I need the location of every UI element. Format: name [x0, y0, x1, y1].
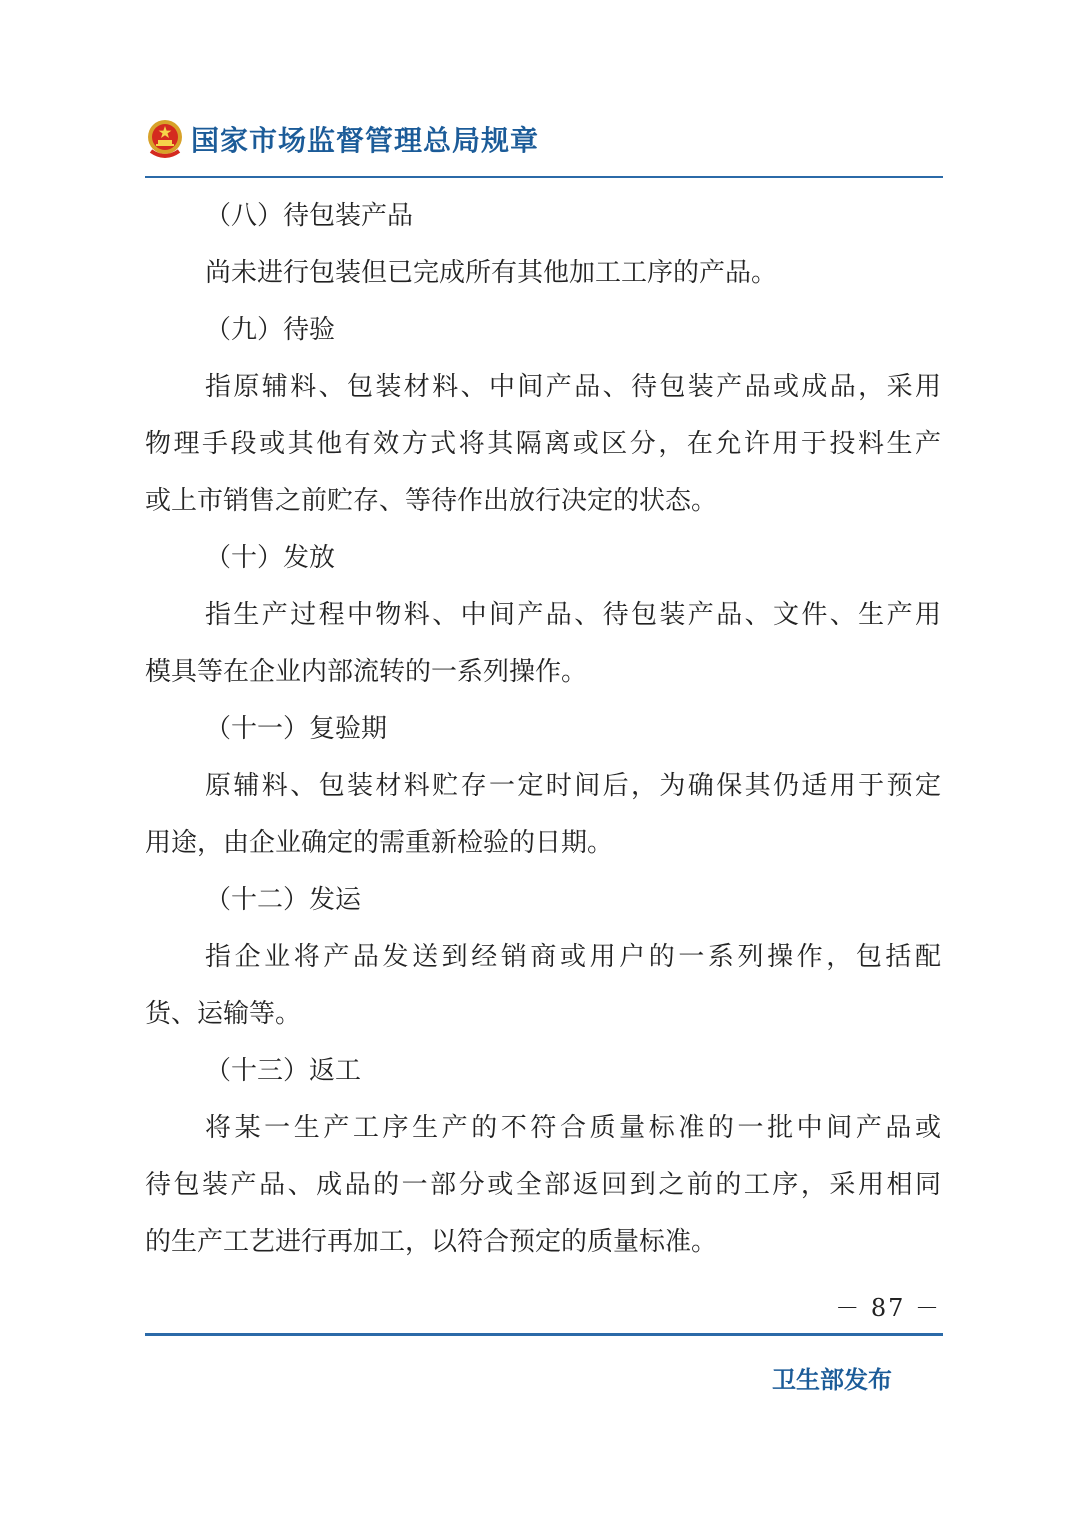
paragraph-line: 原辅料、包装材料贮存一定时间后，为确保其仍适用于预定 — [205, 771, 941, 801]
document-body — [145, 188, 941, 1271]
section-heading: （十一）复验期 — [205, 714, 388, 744]
footer-divider — [145, 1333, 943, 1336]
paragraph-line: 指企业将产品发送到经销商或用户的一系列操作，包括配 — [205, 942, 941, 972]
paragraph-line: 物理手段或其他有效方式将其隔离或区分，在允许用于投料生产 — [145, 429, 941, 459]
header-title: 国家市场监督管理总局规章 — [191, 124, 540, 157]
paragraph-line: 指原辅料、包装材料、中间产品、待包装产品或成品，采用 — [205, 372, 941, 402]
section-heading: （八）待包装产品 — [205, 201, 414, 231]
publisher-label: 卫生部发布 — [772, 1366, 892, 1394]
paragraph-line: 的生产工艺进行再加工，以符合预定的质量标准。 — [145, 1227, 718, 1257]
page-header — [145, 112, 945, 166]
section-heading: （十二）发运 — [205, 885, 362, 915]
paragraph-line: 待包装产品、成品的一部分或全部返回到之前的工序，采用相同 — [145, 1170, 941, 1200]
paragraph-line: 货、运输等。 — [145, 999, 302, 1029]
paragraph-line: 将某一生产工序生产的不符合质量标准的一批中间产品或 — [205, 1113, 941, 1143]
section-heading: （十）发放 — [205, 543, 336, 573]
paragraph-line: 或上市销售之前贮存、等待作出放行决定的状态。 — [145, 486, 718, 516]
header-divider — [145, 176, 943, 178]
paragraph-line: 尚未进行包装但已完成所有其他加工工序的产品。 — [205, 258, 778, 288]
page-number: － 87 － — [835, 1294, 941, 1322]
paragraph-line: 模具等在企业内部流转的一系列操作。 — [145, 657, 588, 687]
section-heading: （十三）返工 — [205, 1056, 362, 1086]
paragraph-line: 指生产过程中物料、中间产品、待包装产品、文件、生产用 — [205, 600, 941, 630]
national-emblem-icon — [145, 117, 185, 161]
section-heading: （九）待验 — [205, 315, 336, 345]
paragraph-line: 用途，由企业确定的需重新检验的日期。 — [145, 828, 614, 858]
